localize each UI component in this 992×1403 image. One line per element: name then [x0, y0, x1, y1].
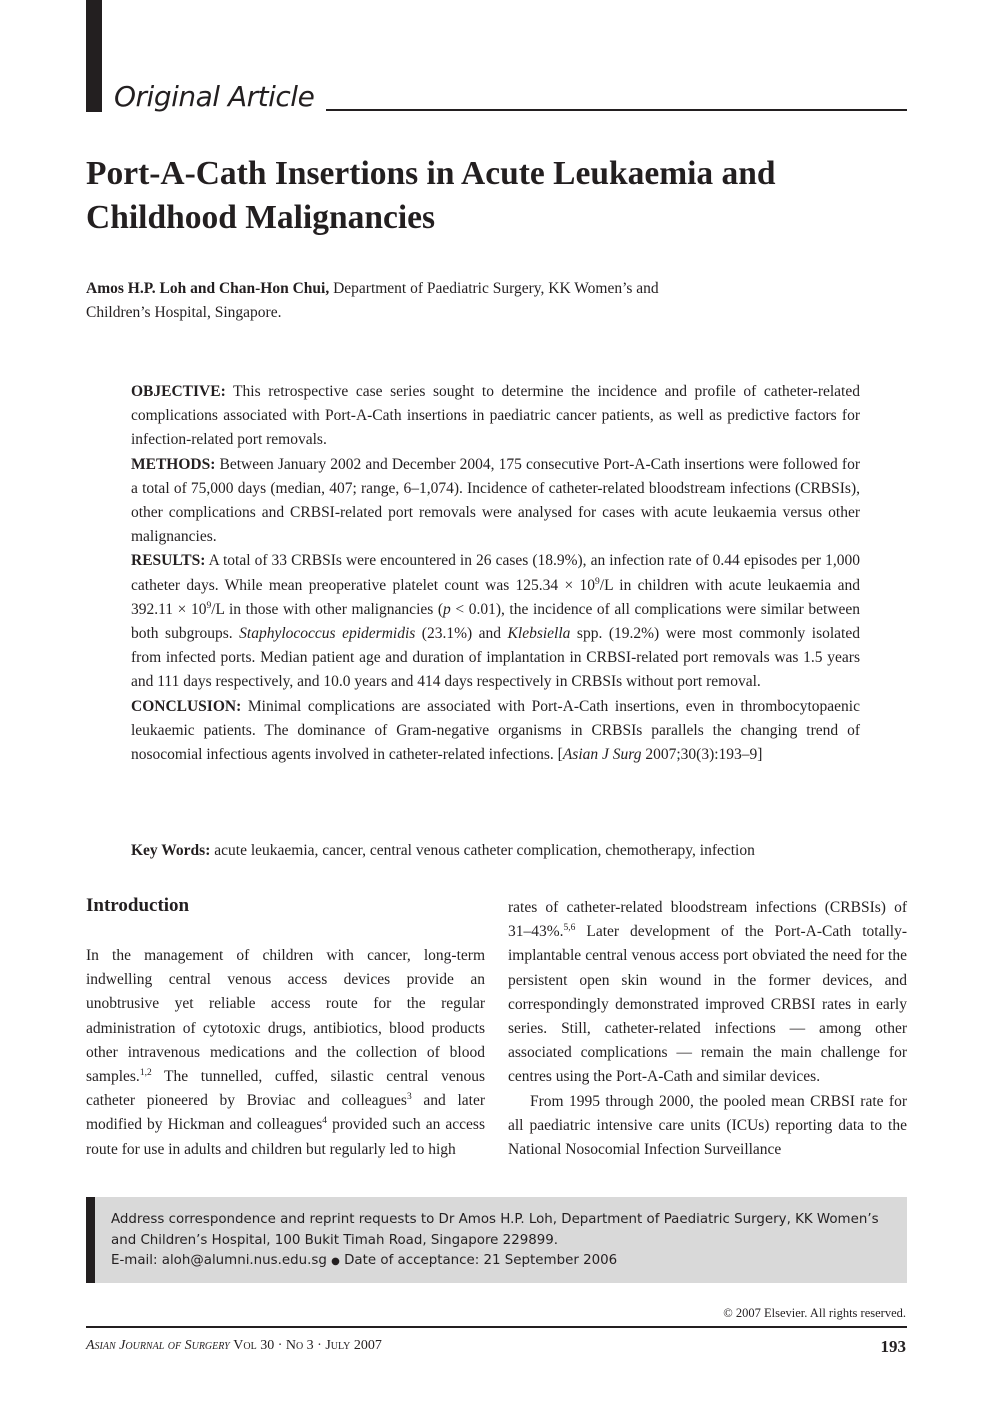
citation-details: 2007;30(3):193–9] [641, 746, 763, 764]
abstract-results [131, 549, 860, 694]
header-bar [86, 0, 102, 112]
journal-footer [86, 1338, 382, 1354]
organism-name: Staphylococcus epidermidis [239, 625, 416, 643]
body-text: The tunnelled, cuffed, silastic central venous catheter pioneered by Broviac and colleagues [86, 1068, 485, 1110]
bullet-separator: ● [331, 1256, 340, 1267]
abstract [131, 380, 860, 767]
correspondence-line-2: and Children’s Hospital, 100 Bukit Timah Road, Singapore 229899. [111, 1232, 559, 1248]
results-text: < 0.01), the incidence of all complications were similar between both subgroups. [131, 600, 860, 643]
results-exponent: 9 [206, 600, 212, 611]
body-text: Later development of the Port-A-Cath totally-implantable central venous access port obviated the need for the persistent open skin wound in the former devices, and correspondingly demonstrated improved CRBSI rates in early series. Still, catheter-related infections — among other associated complications — remain the main challenge for centres using the Port-A-Cath and similar devices. [508, 923, 907, 1086]
author-block [86, 277, 786, 325]
intro-paragraph-2: From 1995 through 2000, the pooled mean CRBSI rate for all paediatric intensive care units (ICUs) reporting data to the National Nosocomial Infection Surveillance [508, 1092, 907, 1159]
keywords-text: acute leukaemia, cancer, central venous catheter complication, chemotherapy, infection [210, 842, 755, 859]
reference-marker[interactable]: 3 [406, 1092, 412, 1103]
p-value-symbol: p [443, 600, 451, 618]
objective-label: OBJECTIVE: [131, 383, 226, 400]
body-column-left [86, 944, 485, 1162]
correspondence-box [86, 1197, 907, 1283]
conclusion-label: CONCLUSION: [131, 697, 242, 715]
organism-name: Klebsiella [507, 625, 571, 643]
results-text: /L in children with acute leukaemia and 392.11 × 10 [131, 576, 861, 618]
correspondence-bar [86, 1197, 95, 1283]
article-title [86, 152, 906, 240]
affiliation-line-2: Children’s Hospital, Singapore. [86, 304, 282, 321]
results-text: (23.1%) and [415, 625, 508, 643]
footer-rule [86, 1326, 907, 1328]
results-text: A total of 33 CRBSIs were encountered in 26 cases (18.9%), an infection rate of 0.44 episodes per 1,000 catheter days. While mean preoperative platelet count was 125.34 × 10 [131, 552, 860, 594]
correspondence-text [111, 1210, 891, 1273]
email-link[interactable]: E-mail: aloh@alumni.nus.edu.sg [111, 1253, 327, 1268]
body-text: In the management of children with cancer, long-term indwelling central venous access devices provide an unobtrusive yet reliable access route for the regular administration of cytotoxic drugs, antibiotics, blood products other intravenous medications and the collection of blood samples. [86, 947, 485, 1086]
header-rule [326, 109, 907, 111]
body-column-right [508, 896, 907, 1162]
correspondence-line-1: Address correspondence and reprint requests to Dr Amos H.P. Loh, Department of Paediatric Surgery, KK Women’s [111, 1212, 879, 1227]
results-text: spp. (19.2%) were most commonly isolated from infected ports. Median patient age and duration of implantation in CRBSI-related port removals was 1.5 years and 111 days respectively, and 10.0 years and 414 days respectively in CRBSIs without port removal. [131, 625, 860, 691]
title-line-2: Childhood Malignancies [86, 199, 436, 236]
reference-marker[interactable]: 4 [322, 1116, 328, 1127]
citation-journal: Asian J Surg [562, 746, 642, 764]
title-line-1: Port-A-Cath Insertions in Acute Leukaemia and [86, 155, 776, 192]
objective-text: This retrospective case series sought to determine the incidence and profile of catheter-related complications associated with Port-A-Cath insertions in paediatric cancer patients, as well as predictive factors for infection-related port removals. [131, 383, 860, 449]
volume-issue: Vol 30 · No 3 · July 2007 [233, 1338, 382, 1353]
body-text: rates of catheter-related bloodstream infections (CRBSIs) of 31–43%. [508, 899, 907, 941]
copyright-notice: © 2007 Elsevier. All rights reserved. [723, 1306, 906, 1320]
results-exponent: 9 [595, 576, 600, 587]
body-text: and later modified by Hickman and colleagues [86, 1092, 485, 1134]
keywords-label: Key Words: [131, 842, 211, 859]
abstract-methods [131, 453, 860, 550]
acceptance-date: Date of acceptance: 21 September 2006 [344, 1253, 618, 1268]
reference-marker[interactable]: 5,6 [563, 923, 576, 934]
body-text: provided such an access route for use in adults and children but regularly led to high [86, 1116, 485, 1158]
abstract-objective [131, 380, 860, 453]
keywords [131, 839, 891, 863]
methods-label: METHODS: [131, 455, 216, 473]
author-names: Amos H.P. Loh and Chan-Hon Chui, [86, 280, 330, 297]
abstract-conclusion [131, 695, 860, 768]
intro-paragraph-1 [86, 944, 485, 1162]
reference-marker[interactable]: 1,2 [139, 1067, 152, 1078]
affiliation-line-1: Department of Paediatric Surgery, KK Women’s and [329, 280, 659, 297]
results-label: RESULTS: [131, 552, 206, 570]
journal-name: Asian Journal of Surgery [86, 1338, 230, 1353]
conclusion-text: Minimal complications are associated with Port-A-Cath insertions, even in thrombocytopaenic leukaemic patients. The dominance of Gram-negative organisms in CRBSIs parallels the changing trend of nosocomial infectious agents involved in catheter-related infections. [ [131, 697, 860, 764]
results-text: /L in those with other malignancies ( [211, 600, 444, 618]
page-number: 193 [880, 1337, 906, 1356]
methods-text: Between January 2002 and December 2004, 175 consecutive Port-A-Cath insertions were followed for a total of 75,000 days (median, 407; range, 6–1,074). Incidence of catheter-related bloodstream infections (CRBSIs), other complications and CRBSI-related port removals were analysed for cases with acute leukaemia versus other malignancies. [131, 455, 860, 546]
introduction-heading: Introduction [86, 895, 190, 916]
intro-paragraph-1-continued [508, 896, 907, 1090]
section-label: Original Article [114, 80, 315, 113]
